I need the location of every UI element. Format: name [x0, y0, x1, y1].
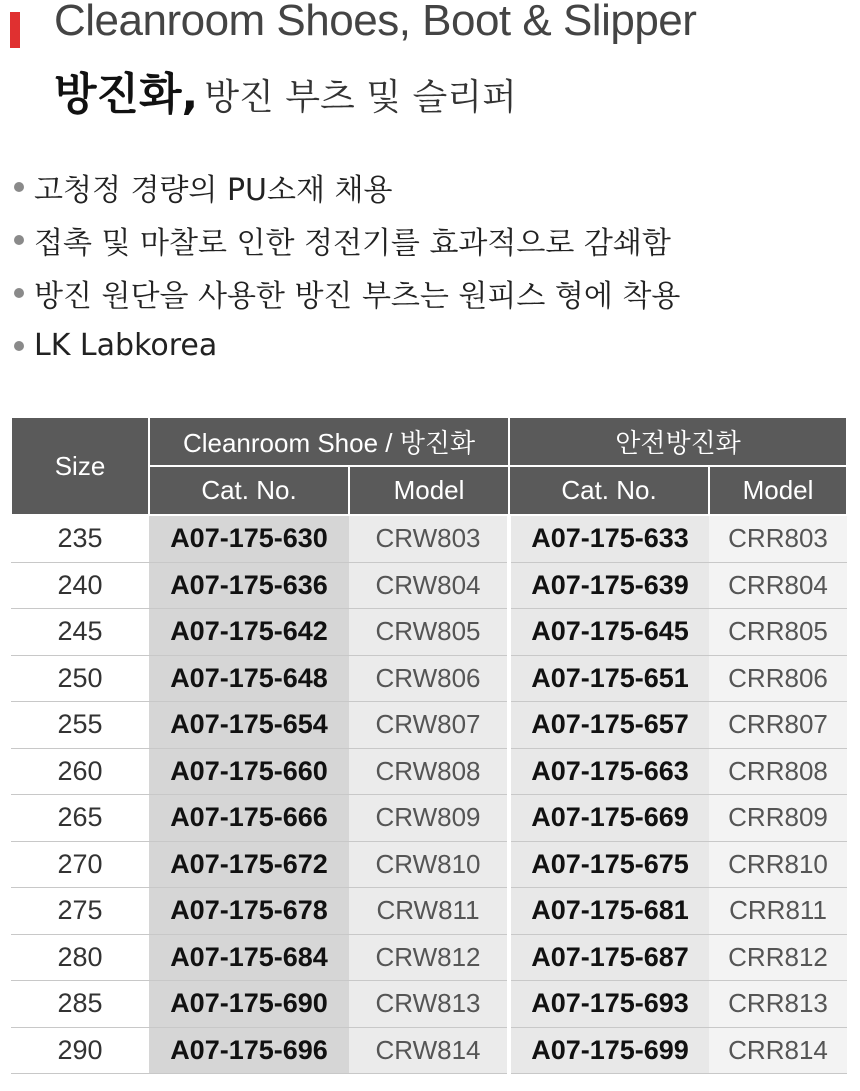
table-row: [11, 888, 847, 935]
table-row: [11, 748, 847, 795]
title-korean: [54, 58, 517, 122]
table-row: [11, 981, 847, 1028]
cleanroom-shoe-group-header: Cleanroom Shoe / 방진화: [149, 417, 509, 466]
table-body: [11, 515, 847, 1074]
cleanroom-cat-no-cell: A07-175-660: [149, 748, 349, 795]
feature-text: 접촉 및 마찰로 인한 정전기를 효과적으로 감쇄함: [34, 225, 671, 261]
size-cell: 265: [11, 795, 149, 842]
size-cell: 250: [11, 655, 149, 702]
size-cell: 255: [11, 702, 149, 749]
cleanroom-cat-no-cell: A07-175-654: [149, 702, 349, 749]
safety-cat-no-cell: A07-175-633: [509, 515, 709, 562]
cleanroom-cat-no-cell: A07-175-678: [149, 888, 349, 935]
size-cell: 240: [11, 562, 149, 609]
safety-cat-no-cell: A07-175-663: [509, 748, 709, 795]
model-column-header: Model: [709, 466, 847, 515]
cleanroom-model-cell: CRW812: [349, 934, 509, 981]
cleanroom-cat-no-cell: A07-175-642: [149, 609, 349, 656]
cleanroom-cat-no-cell: A07-175-648: [149, 655, 349, 702]
safety-shoe-group-header: 안전방진화: [509, 417, 847, 466]
cleanroom-model-cell: CRW813: [349, 981, 509, 1028]
feature-text: 고청정 경량의 PU소재 채용: [34, 172, 393, 208]
cleanroom-model-cell: CRW805: [349, 609, 509, 656]
table-row: [11, 515, 847, 562]
feature-item: [14, 266, 844, 319]
cat-no-column-header: Cat. No.: [509, 466, 709, 515]
cleanroom-model-cell: CRW809: [349, 795, 509, 842]
safety-cat-no-cell: A07-175-699: [509, 1027, 709, 1074]
size-cell: 275: [11, 888, 149, 935]
size-cell: 245: [11, 609, 149, 656]
cleanroom-model-cell: CRW807: [349, 702, 509, 749]
feature-list: [14, 160, 844, 372]
feature-item: [14, 160, 844, 213]
safety-model-cell: CRR803: [709, 515, 847, 562]
cleanroom-model-cell: CRW814: [349, 1027, 509, 1074]
title-korean-main: 방진화,: [54, 69, 199, 120]
safety-model-cell: CRR807: [709, 702, 847, 749]
size-cell: 260: [11, 748, 149, 795]
cleanroom-cat-no-cell: A07-175-630: [149, 515, 349, 562]
page-header: [10, 0, 850, 120]
bullet-dot-icon: [14, 235, 24, 245]
table-header: [11, 417, 847, 515]
table-row: [11, 609, 847, 656]
table-row: [11, 1027, 847, 1074]
feature-item: [14, 213, 844, 266]
safety-cat-no-cell: A07-175-687: [509, 934, 709, 981]
bullet-dot-icon: [14, 341, 24, 351]
safety-cat-no-cell: A07-175-675: [509, 841, 709, 888]
feature-item: [14, 319, 844, 372]
safety-cat-no-cell: A07-175-651: [509, 655, 709, 702]
size-column-header: Size: [11, 417, 149, 515]
safety-model-cell: CRR813: [709, 981, 847, 1028]
size-cell: 290: [11, 1027, 149, 1074]
cleanroom-model-cell: CRW810: [349, 841, 509, 888]
accent-bar: [10, 12, 20, 48]
feature-text: 방진 원단을 사용한 방진 부츠는 원피스 형에 착용: [34, 278, 681, 314]
cleanroom-cat-no-cell: A07-175-672: [149, 841, 349, 888]
table-row: [11, 702, 847, 749]
safety-model-cell: CRR804: [709, 562, 847, 609]
bullet-dot-icon: [14, 182, 24, 192]
safety-cat-no-cell: A07-175-693: [509, 981, 709, 1028]
table-row: [11, 934, 847, 981]
title-korean-sub: 방진 부츠 및 슬리퍼: [204, 77, 517, 118]
cleanroom-model-cell: CRW806: [349, 655, 509, 702]
safety-model-cell: CRR811: [709, 888, 847, 935]
safety-cat-no-cell: A07-175-681: [509, 888, 709, 935]
table-row: [11, 795, 847, 842]
product-table: [10, 416, 848, 1074]
cleanroom-cat-no-cell: A07-175-690: [149, 981, 349, 1028]
cleanroom-model-cell: CRW808: [349, 748, 509, 795]
size-cell: 285: [11, 981, 149, 1028]
safety-cat-no-cell: A07-175-669: [509, 795, 709, 842]
cleanroom-cat-no-cell: A07-175-696: [149, 1027, 349, 1074]
feature-text: LK Labkorea: [34, 328, 218, 363]
cleanroom-model-cell: CRW804: [349, 562, 509, 609]
title-english: Cleanroom Shoes, Boot & Slipper: [54, 0, 697, 45]
safety-cat-no-cell: A07-175-645: [509, 609, 709, 656]
table-row: [11, 841, 847, 888]
table-row: [11, 655, 847, 702]
model-column-header: Model: [349, 466, 509, 515]
cat-no-column-header: Cat. No.: [149, 466, 349, 515]
safety-model-cell: CRR805: [709, 609, 847, 656]
bullet-dot-icon: [14, 288, 24, 298]
safety-model-cell: CRR809: [709, 795, 847, 842]
cleanroom-cat-no-cell: A07-175-666: [149, 795, 349, 842]
safety-model-cell: CRR810: [709, 841, 847, 888]
cleanroom-model-cell: CRW811: [349, 888, 509, 935]
size-cell: 280: [11, 934, 149, 981]
cleanroom-cat-no-cell: A07-175-636: [149, 562, 349, 609]
safety-cat-no-cell: A07-175-639: [509, 562, 709, 609]
size-cell: 235: [11, 515, 149, 562]
cleanroom-cat-no-cell: A07-175-684: [149, 934, 349, 981]
table-row: [11, 562, 847, 609]
safety-cat-no-cell: A07-175-657: [509, 702, 709, 749]
cleanroom-model-cell: CRW803: [349, 515, 509, 562]
size-cell: 270: [11, 841, 149, 888]
safety-model-cell: CRR808: [709, 748, 847, 795]
safety-model-cell: CRR806: [709, 655, 847, 702]
safety-model-cell: CRR812: [709, 934, 847, 981]
safety-model-cell: CRR814: [709, 1027, 847, 1074]
